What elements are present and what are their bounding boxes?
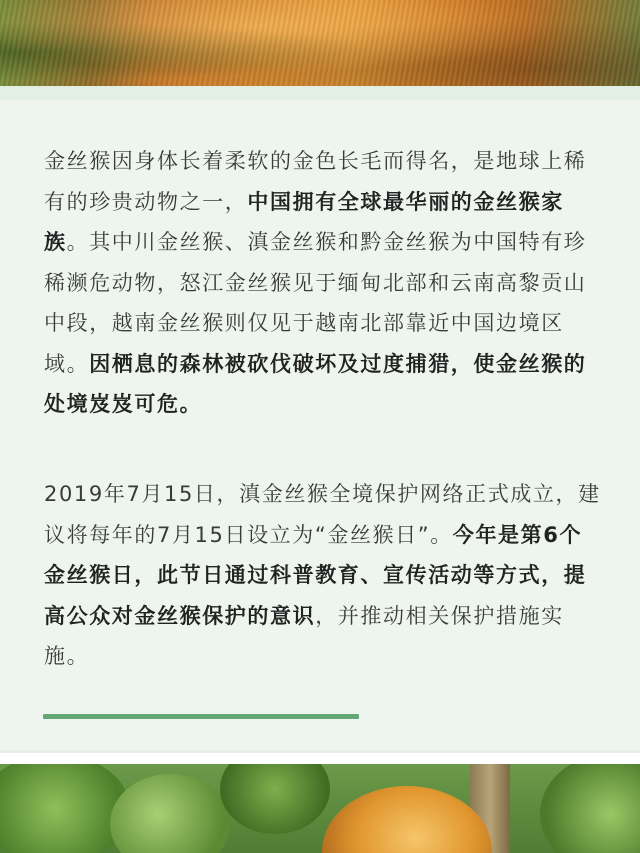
leaf-cluster: [540, 764, 640, 853]
golden-monkey-top-photo: [0, 0, 640, 86]
leaf-cluster: [0, 764, 130, 853]
p1-seg-1: 金丝猴因身体长着柔软的金色长毛而得名，是地球上稀有的珍贵动物之一，: [44, 149, 587, 214]
p1-seg-4-bold: 因栖息的森林被砍伐破坏及过度捕猎，使金丝猴的处境岌岌可危。: [44, 351, 587, 416]
golden-monkey-bottom-photo: [0, 764, 640, 853]
p1-seg-2-bold: 中国拥有全球最华丽的金丝猴家族: [44, 189, 564, 254]
p2-seg-2-bold: 今年是第6个金丝猴日，此节日通过科普教育、宣传活动等方式，提高公众对金丝猴保护的意识: [44, 522, 587, 628]
monkey-day-paragraph: [44, 474, 604, 677]
leaf-cluster: [220, 764, 330, 834]
p2-seg-1: 2019年7月15日，滇金丝猴全境保护网络正式成立，建议将每年的7月15日设立为“金丝猴日”。: [44, 482, 601, 547]
p1-seg-3: 。其中川金丝猴、滇金丝猴和黔金丝猴为中国特有珍稀濒危动物，怒江金丝猴见于缅甸北部和云南高黎贡山中段，越南金丝猴则仅见于越南北部靠近中国边境区域。: [44, 230, 587, 376]
green-divider: [43, 714, 359, 719]
golden-monkey-figure: [322, 786, 492, 853]
intro-paragraph: [44, 141, 604, 425]
leaf-cluster: [110, 774, 230, 853]
p2-seg-3: ，并推动相关保护措施实施。: [44, 603, 564, 668]
